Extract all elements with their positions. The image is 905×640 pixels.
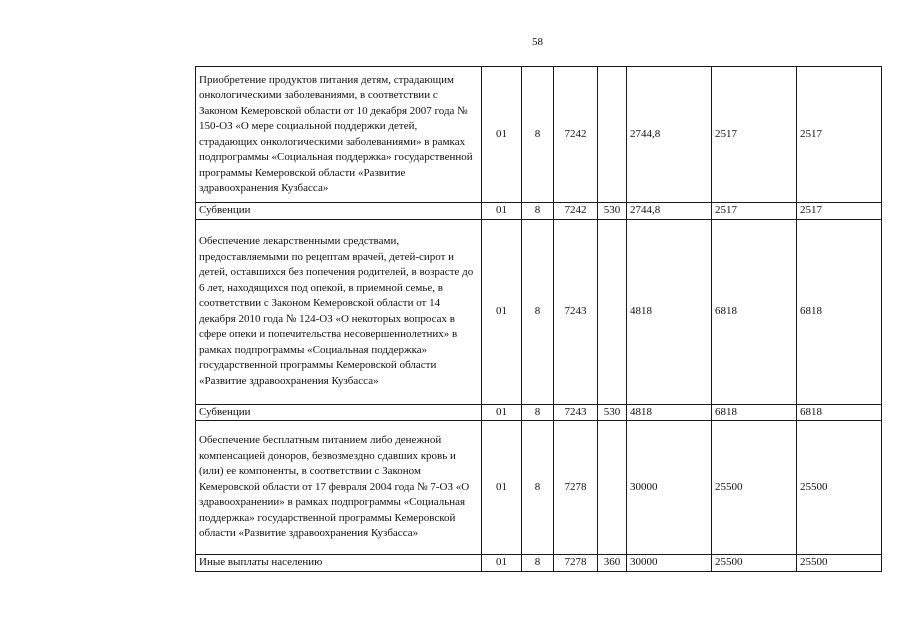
row-type [598, 219, 627, 404]
table-row [196, 67, 882, 203]
row-section: 01 [482, 404, 522, 421]
row-code: 7278 [554, 421, 598, 555]
row-description: Иные выплаты населению [196, 555, 482, 572]
page-number: 58 [532, 36, 543, 48]
row-amount-2: 2517 [712, 203, 797, 220]
row-amount-1: 30000 [627, 421, 712, 555]
row-amount-2: 25500 [712, 421, 797, 555]
row-section: 01 [482, 203, 522, 220]
row-amount-3: 25500 [797, 555, 882, 572]
row-subsection: 8 [522, 555, 554, 572]
row-type: 530 [598, 203, 627, 220]
table-row [196, 203, 882, 220]
table-row [196, 421, 882, 555]
row-code: 7243 [554, 219, 598, 404]
row-description: Субвенции [196, 404, 482, 421]
row-amount-3: 6818 [797, 219, 882, 404]
row-subsection: 8 [522, 203, 554, 220]
row-section: 01 [482, 67, 522, 203]
row-amount-1: 30000 [627, 555, 712, 572]
row-type: 360 [598, 555, 627, 572]
row-amount-1: 4818 [627, 219, 712, 404]
row-amount-2: 25500 [712, 555, 797, 572]
row-section: 01 [482, 555, 522, 572]
row-amount-2: 2517 [712, 67, 797, 203]
row-amount-3: 25500 [797, 421, 882, 555]
row-amount-1: 2744,8 [627, 67, 712, 203]
row-code: 7243 [554, 404, 598, 421]
row-amount-1: 4818 [627, 404, 712, 421]
row-description: Обеспечение лекарственными средствами, предоставляемыми по рецептам врачей, детей-сирот и детей, оставшихся без попечения родителей, в возрасте до 6 лет, находящихся под опекой, в приемной семье, в соответствии с Законом Кемеровской области от 14 декабря 2010 года № 124-ОЗ «О некоторых вопросах в сфере опеки и попечительства несовершеннолетних» в рамках подпрограммы «Социальная поддержка» государственной программы Кемеровской области «Развитие здравоохранения Кузбасса» [196, 219, 482, 404]
row-section: 01 [482, 219, 522, 404]
row-section: 01 [482, 421, 522, 555]
row-type [598, 67, 627, 203]
row-type [598, 421, 627, 555]
table-row [196, 555, 882, 572]
row-subsection: 8 [522, 219, 554, 404]
row-description: Обеспечение бесплатным питанием либо денежной компенсацией доноров, безвозмездно сдавших кровь и (или) ее компоненты, в соответствии с Законом Кемеровской области от 17 февраля 2004 года № 7-ОЗ «О здравоохранении» в рамках подпрограммы «Социальная поддержка» государственной программы Кемеровской области «Развитие здравоохранения Кузбасса» [196, 421, 482, 555]
budget-table [195, 66, 882, 572]
row-code: 7242 [554, 67, 598, 203]
table-row [196, 219, 882, 404]
row-amount-3: 6818 [797, 404, 882, 421]
row-description: Субвенции [196, 203, 482, 220]
row-amount-3: 2517 [797, 203, 882, 220]
row-code: 7278 [554, 555, 598, 572]
row-subsection: 8 [522, 404, 554, 421]
row-code: 7242 [554, 203, 598, 220]
row-subsection: 8 [522, 67, 554, 203]
row-subsection: 8 [522, 421, 554, 555]
row-description: Приобретение продуктов питания детям, страдающим онкологическими заболеваниями, в соответствии с Законом Кемеровской области от 10 декабря 2007 года № 150-ОЗ «О мере социальной поддержки детей, страдающих онкологическими заболеваниями» в рамках подпрограммы «Социальная поддержка» государственной программы Кемеровской области «Развитие здравоохранения Кузбасса» [196, 67, 482, 203]
row-amount-1: 2744,8 [627, 203, 712, 220]
row-amount-2: 6818 [712, 404, 797, 421]
table-row [196, 404, 882, 421]
row-type: 530 [598, 404, 627, 421]
row-amount-2: 6818 [712, 219, 797, 404]
row-amount-3: 2517 [797, 67, 882, 203]
